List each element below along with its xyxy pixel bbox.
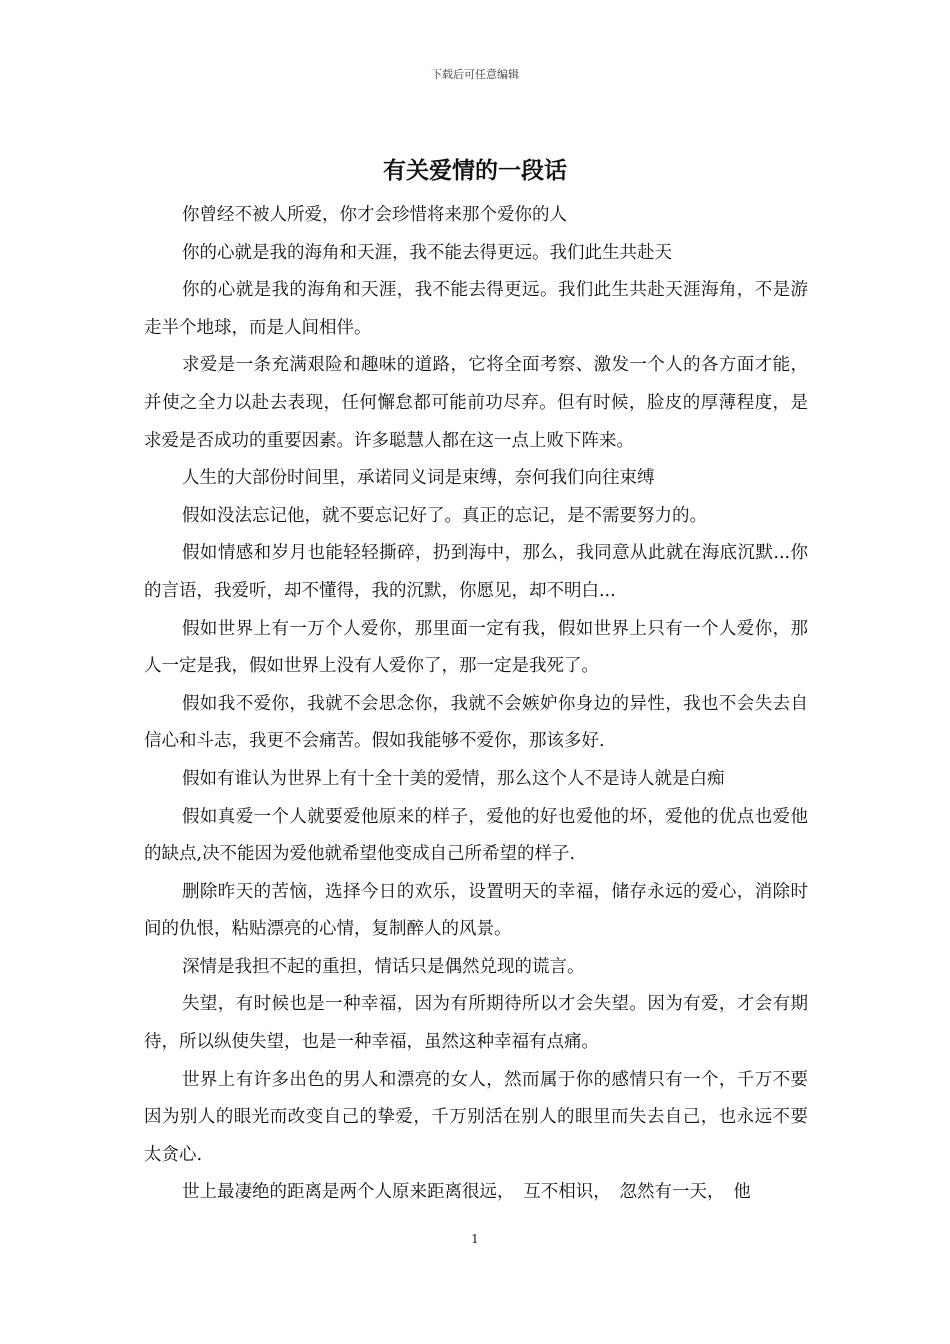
paragraph: 假如没法忘记他，就不要忘记好了。真正的忘记，是不需要努力的。 bbox=[182, 505, 707, 526]
paragraph: 深情是我担不起的重担，情话只是偶然兑现的谎言。 bbox=[182, 956, 585, 977]
paragraph: 假如我不爱你，我就不会思念你，我就不会嫉妒你身边的异性，我也不会失去自信心和斗志，我更不会痛苦。假如我能够不爱你，那该多好. bbox=[144, 693, 808, 752]
paragraph: 假如有谁认为世界上有十全十美的爱情，那么这个人不是诗人就是白痴 bbox=[182, 768, 725, 789]
paragraph: 失望，有时候也是一种幸福，因为有所期待所以才会失望。因为有爱，才会有期待，所以纵使失望，也是一种幸福，虽然这种幸福有点痛。 bbox=[144, 994, 808, 1053]
paragraph: 假如情感和岁月也能轻轻撕碎，扔到海中，那么，我同意从此就在海底沉默...你的言语，我爱听，却不懂得，我的沉默，你愿见，却不明白... bbox=[144, 543, 808, 601]
paragraph: 假如世界上有一万个人爱你，那里面一定有我，假如世界上只有一个人爱你，那人一定是我，假如世界上没有人爱你了，那一定是我死了。 bbox=[144, 618, 808, 677]
page-header-note: 下载后可任意编辑 bbox=[431, 68, 519, 81]
paragraph: 世上最凄绝的距离是两个人原来距离很远， 互不相识， 忽然有一天， 他 bbox=[182, 1182, 751, 1203]
paragraph: 删除昨天的苦恼，选择今日的欢乐，设置明天的幸福，储存永远的爱心，消除时间的仇恨，粘贴漂亮的心情，复制醉人的风景。 bbox=[144, 881, 808, 940]
page-number: 1 bbox=[471, 1232, 479, 1246]
paragraph: 你的心就是我的海角和天涯，我不能去得更远。我们此生共赴天涯海角，不是游走半个地球，而是人间相伴。 bbox=[144, 280, 808, 338]
paragraph: 你的心就是我的海角和天涯，我不能去得更远。我们此生共赴天 bbox=[182, 242, 672, 263]
document-title: 有关爱情的一段话 bbox=[383, 158, 567, 184]
paragraph: 世界上有许多出色的男人和漂亮的女人，然而属于你的感情只有一个，千万不要因为别人的眼光而改变自己的挚爱，千万别活在别人的眼里而失去自己，也永远不要太贪心. bbox=[144, 1069, 808, 1165]
paragraph: 求爱是一条充满艰险和趣味的道路，它将全面考察、激发一个人的各方面才能，并使之全力以赴去表现，任何懈怠都可能前功尽弃。但有时候，脸皮的厚薄程度，是求爱是否成功的重要因素。许多聪慧人都在这一点上败下阵来。 bbox=[144, 355, 808, 451]
document-body bbox=[144, 197, 808, 1212]
paragraph: 假如真爱一个人就要爱他原来的样子，爱他的好也爱他的坏，爱他的优点也爱他的缺点,决不能因为爱他就希望他变成自己所希望的样子. bbox=[144, 806, 808, 865]
paragraph: 你曾经不被人所爱，你才会珍惜将来那个爱你的人 bbox=[182, 205, 567, 225]
paragraph: 人生的大部份时间里，承诺同义词是束缚，奈何我们向往束缚 bbox=[182, 468, 655, 489]
